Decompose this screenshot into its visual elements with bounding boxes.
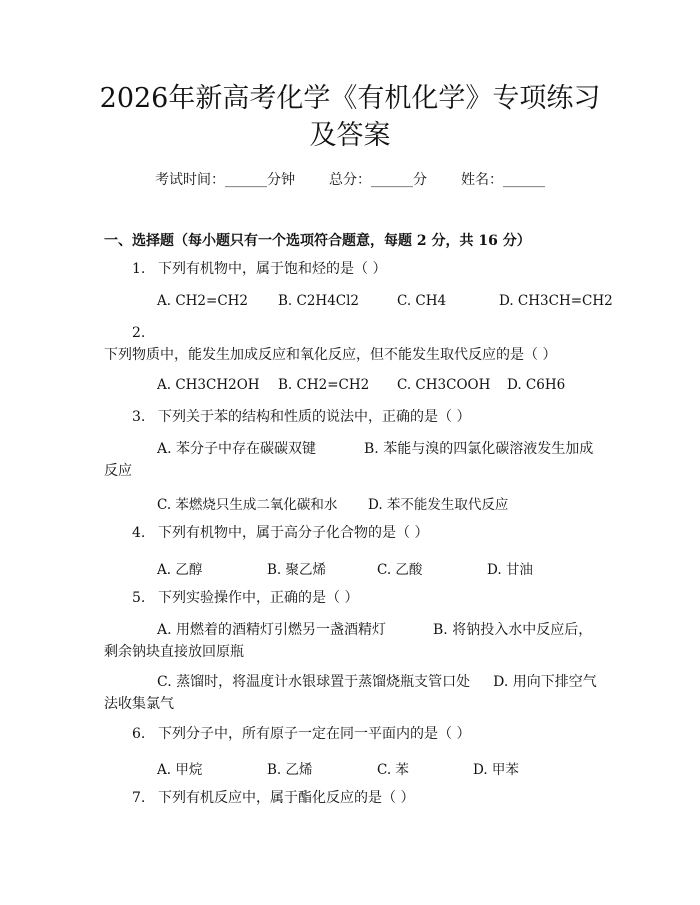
question-number: 7.	[132, 790, 146, 806]
option-a: A. 苯分子中存在碳碳双键	[157, 441, 317, 457]
question-number: 5.	[132, 590, 146, 606]
question-number: 1.	[132, 261, 146, 277]
question-5-options-cd	[104, 671, 604, 715]
total-score: 总分：______分	[329, 172, 427, 188]
question-2	[104, 322, 604, 366]
exam-time: 考试时间：______分钟	[155, 172, 295, 188]
exam-meta	[0, 169, 700, 189]
question-number: 4.	[132, 525, 146, 541]
option-c: C. 蒸馏时，将温度计水银球置于蒸馏烧瓶支管口处	[157, 674, 471, 690]
option-a: A. 用燃着的酒精灯引燃另一盏酒精灯	[157, 622, 387, 638]
option-c: C. 苯	[377, 762, 409, 778]
question-3-options-ab	[104, 438, 604, 482]
option-a: A. 甲烷	[157, 762, 203, 778]
question-number: 6.	[132, 726, 146, 742]
question-5-options-ab	[104, 619, 604, 663]
option-c: C. 乙酸	[377, 562, 423, 578]
document-title: 2026年新高考化学《有机化学》专项练习及答案	[99, 83, 601, 151]
question-3	[104, 406, 604, 428]
option-c: C. CH4	[397, 293, 447, 309]
question-7	[104, 787, 604, 809]
option-d: D. 用向下排空气法收集氯气	[104, 674, 597, 712]
question-5	[104, 587, 604, 609]
section-heading: 一、选择题（每小题只有一个选项符合题意，每题 2 分，共 16 分）	[104, 233, 531, 249]
question-number: 3.	[132, 409, 146, 425]
question-text: 下列有机反应中，属于酯化反应的是（ ）	[158, 790, 415, 806]
question-1	[104, 258, 604, 280]
question-text: 下列实验操作中，正确的是（ ）	[158, 590, 359, 606]
question-6	[104, 723, 604, 745]
option-b: B. C2H4Cl2	[278, 293, 360, 309]
option-b: B. CH2=CH2	[278, 377, 370, 393]
option-a: A. CH2=CH2	[157, 293, 249, 309]
option-a: A. 乙醇	[157, 562, 203, 578]
question-text: 下列关于苯的结构和性质的说法中，正确的是（ ）	[158, 409, 471, 425]
question-text: 下列分子中，所有原子一定在同一平面内的是（ ）	[158, 726, 471, 742]
option-d: D. C6H6	[507, 377, 566, 393]
option-d: D. 甲苯	[473, 762, 519, 778]
question-text: 下列有机物中，属于饱和烃的是（ ）	[158, 261, 387, 277]
option-c: C. 苯燃烧只生成二氧化碳和水	[157, 497, 338, 513]
option-b: B. 将钠投入水中反应后，剩余钠块直接放回原瓶	[104, 622, 593, 660]
option-b: B. 苯能与溴的四氯化碳溶液发生加成反应	[104, 441, 594, 479]
option-d: D. 苯不能发生取代反应	[368, 497, 509, 513]
option-c: C. CH3COOH	[397, 377, 491, 393]
option-d: D. CH3CH=CH2	[499, 293, 613, 309]
option-a: A. CH3CH2OH	[157, 377, 260, 393]
question-text: 下列有机物中，属于高分子化合物的是（ ）	[158, 525, 429, 541]
option-b: B. 聚乙烯	[267, 562, 327, 578]
option-b: B. 乙烯	[267, 762, 313, 778]
option-d: D. 甘油	[487, 562, 533, 578]
question-4	[104, 522, 604, 544]
question-text: 下列物质中，能发生加成反应和氧化反应，但不能发生取代反应的是（ ）	[104, 347, 557, 363]
question-number: 2.	[132, 325, 146, 341]
student-name: 姓名：______	[461, 172, 545, 188]
